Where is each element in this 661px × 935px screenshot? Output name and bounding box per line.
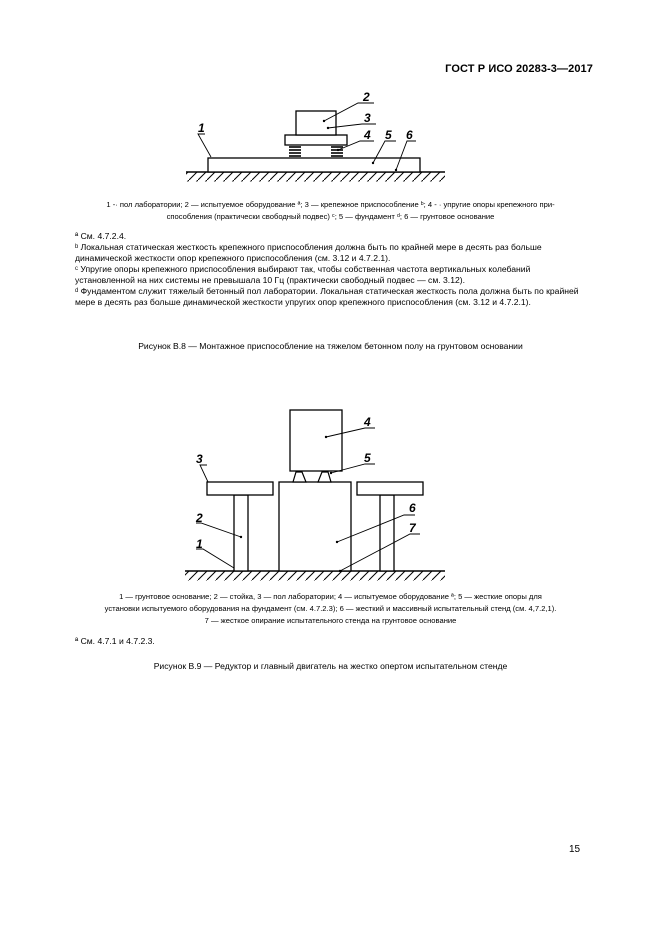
- test-stand: [279, 482, 351, 571]
- spring-left: [289, 147, 301, 156]
- fig9-label-6: 6: [409, 501, 416, 515]
- fig9-label-1: 1: [196, 537, 203, 551]
- fig8-note-d: ᵈ Фундаментом служит тяжелый бетонный пол лаборатории. Локальная статическая жесткость пола должна быть по крайней мере в десять раз больше динамической жесткости упругих опор крепежного приспособления (см. 3.12 и 4.7.2.1).: [75, 286, 579, 307]
- figure-b9-notes: [75, 636, 587, 647]
- fig9-legend-line-2: установки испытуемого оборудования на фундамент (см. 4.7.2.3); 6 — жесткий и массивный испытательный стенд (см. 4,7.2,1).: [104, 604, 557, 613]
- fig8-label-1: 1: [198, 121, 205, 135]
- figure-b8-drawing: [0, 0, 661, 200]
- fig8-legend-line-1: 1 -· пол лаборатории; 2 — испытуемое оборудование ª; 3 — крепежное приспособление ᵇ; 4 - · упругие опоры крепежного при-: [106, 200, 555, 209]
- laboratory-floor: [208, 158, 420, 172]
- figure-b9-caption: Рисунок В.9 — Редуктор и главный двигатель на жестко опертом испытательном стенде: [153, 661, 508, 671]
- fig9-label-3: 3: [196, 452, 203, 466]
- figure-b9-drawing: [0, 400, 661, 590]
- fig8-note-a: ª См. 4.7.2.4.: [75, 231, 127, 241]
- fig9-legend-line-1: 1 — грунтовое основание; 2 — стойка, 3 — пол лаборатории; 4 — испытуемое оборудование ª; 5 — жесткие опоры для: [119, 592, 542, 601]
- fig9-legend-line-3: 7 — жесткое опирание испытательного стенда на грунтовое основание: [204, 616, 457, 625]
- figure-b9-legend: [40, 591, 621, 627]
- fig8-label-3: 3: [364, 111, 371, 125]
- fig8-label-4: 4: [364, 128, 371, 142]
- ground-hatch: [185, 572, 445, 581]
- column-right: [380, 495, 394, 571]
- ground-hatch: [186, 173, 445, 182]
- column-left: [234, 495, 248, 571]
- fig9-label-4: 4: [364, 415, 371, 429]
- figure-b8-notes: [75, 231, 587, 308]
- laboratory-floor-left: [207, 482, 273, 495]
- fig9-label-7: 7: [409, 521, 416, 535]
- fig8-label-5: 5: [385, 128, 392, 142]
- standard-header: ГОСТ Р ИСО 20283-3—2017: [445, 63, 593, 75]
- fig8-legend-line-2: способления (практически свободный подвес) ᶜ; 5 — фундамент ᵈ; 6 — грунтовое основание: [166, 212, 495, 221]
- test-equipment: [296, 111, 336, 135]
- laboratory-floor-right: [357, 482, 423, 495]
- figure-b8-legend: [40, 199, 621, 223]
- rigid-supports: [293, 472, 331, 482]
- fig9-note-a: ª См. 4.7.1 и 4.7.2.3.: [75, 636, 155, 646]
- fig9-label-5: 5: [364, 451, 371, 465]
- fig8-label-6: 6: [406, 128, 413, 142]
- figure-b8-caption: Рисунок В.8 — Монтажное приспособление на тяжелом бетонном полу на грунтовом основании: [138, 341, 523, 351]
- test-equipment: [290, 410, 342, 471]
- page-number: 15: [569, 844, 581, 855]
- fig9-label-2: 2: [196, 511, 203, 525]
- mounting-fixture: [285, 135, 347, 145]
- fig8-note-b: ᵇ Локальная статическая жесткость крепежного приспособления должна быть по крайней мере в десять раз больше динамической жесткости опор крепежного приспособления (см. 3.12 и 4.7.2.1).: [75, 242, 542, 263]
- fig8-note-c: ᶜ Упругие опоры крепежного приспособления выбирают так, чтобы собственная частота вертикальных колебаний установленной на них системы не превышала 10 Гц (практически свободный подвес — см. 3.12).: [75, 264, 531, 285]
- fig8-label-2: 2: [363, 90, 370, 104]
